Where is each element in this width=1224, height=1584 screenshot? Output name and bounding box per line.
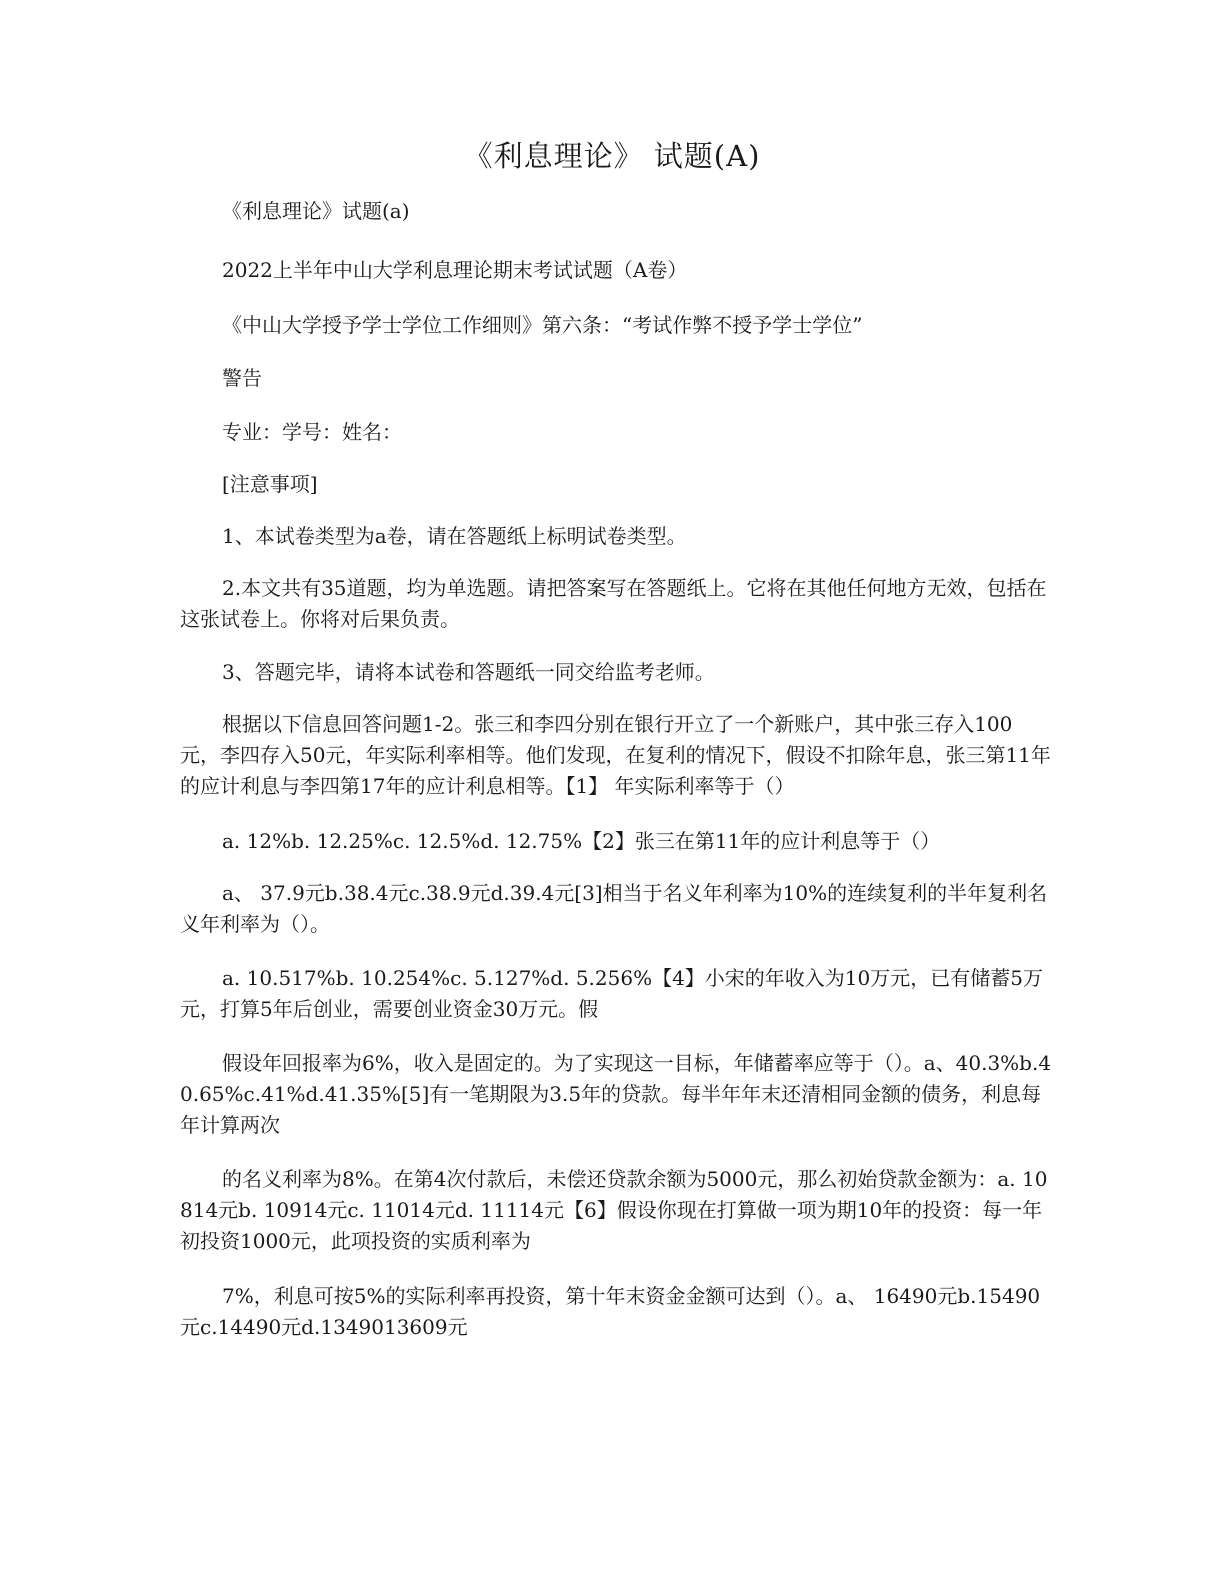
student-info-paragraph: 专业：学号：姓名：	[222, 420, 402, 444]
warning-paragraph: 警告	[222, 366, 262, 390]
document-title: 《利息理论》 试题(A)	[463, 139, 761, 173]
question-block-4: a. 10.517%b. 10.254%c. 5.127%d. 5.256%【4】小宋的年收入为10万元，已有储蓄5万元，打算5年后创业，需要创业资金30万元。假	[180, 966, 1043, 1021]
exam-header-paragraph: 2022上半年中山大学利息理论期末考试试题（A卷）	[222, 258, 688, 282]
notice-item-1: 1、本试卷类型为a卷，请在答题纸上标明试卷类型。	[222, 524, 687, 548]
notice-heading: [注意事项]	[222, 472, 318, 496]
question-block-1: 根据以下信息回答问题1-2。张三和李四分别在银行开立了一个新账户，其中张三存入100元，李四存入50元，年实际利率相等。他们发现，在复利的情况下，假设不扣除年息，张三第11年的应计利息与李四第17年的应计利息相等。【1】 年实际利率等于（）	[180, 712, 1051, 798]
notice-item-3: 3、答题完毕，请将本试卷和答题纸一同交给监考老师。	[222, 660, 715, 684]
question-block-7: 7%，利息可按5%的实际利率再投资，第十年末资金金额可达到（）。a、 16490元b.15490元c.14490元d.1349013609元	[180, 1284, 1041, 1339]
question-block-3: a、 37.9元b.38.4元c.38.9元d.39.4元[3]相当于名义年利率为10%的连续复利的半年复利名义年利率为（）。	[180, 881, 1048, 936]
question-block-5: 假设年回报率为6%，收入是固定的。为了实现这一目标，年储蓄率应等于（）。a、40.3%b.40.65%c.41%d.41.35%[5]有一笔期限为3.5年的贷款。每半年年末还清相同金额的债务，利息每年计算两次	[180, 1051, 1052, 1137]
question-block-2: a. 12%b. 12.25%c. 12.5%d. 12.75%【2】张三在第11年的应计利息等于（）	[222, 829, 941, 853]
regulation-paragraph: 《中山大学授予学士学位工作细则》第六条：“考试作弊不授予学士学位”	[222, 313, 863, 337]
question-block-6: 的名义利率为8%。在第4次付款后，未偿还贷款余额为5000元，那么初始贷款金额为：a. 10814元b. 10914元c. 11014元d. 11114元【6】假设你现在打算做一项为期10年的投资：每一年初投资1000元，此项投资的实质利率为	[180, 1167, 1048, 1253]
notice-item-2: 2.本文共有35道题，均为单选题。请把答案写在答题纸上。它将在其他任何地方无效，包括在这张试卷上。你将对后果负责。	[180, 576, 1047, 631]
subtitle-paragraph: 《利息理论》试题(a)	[222, 199, 410, 223]
